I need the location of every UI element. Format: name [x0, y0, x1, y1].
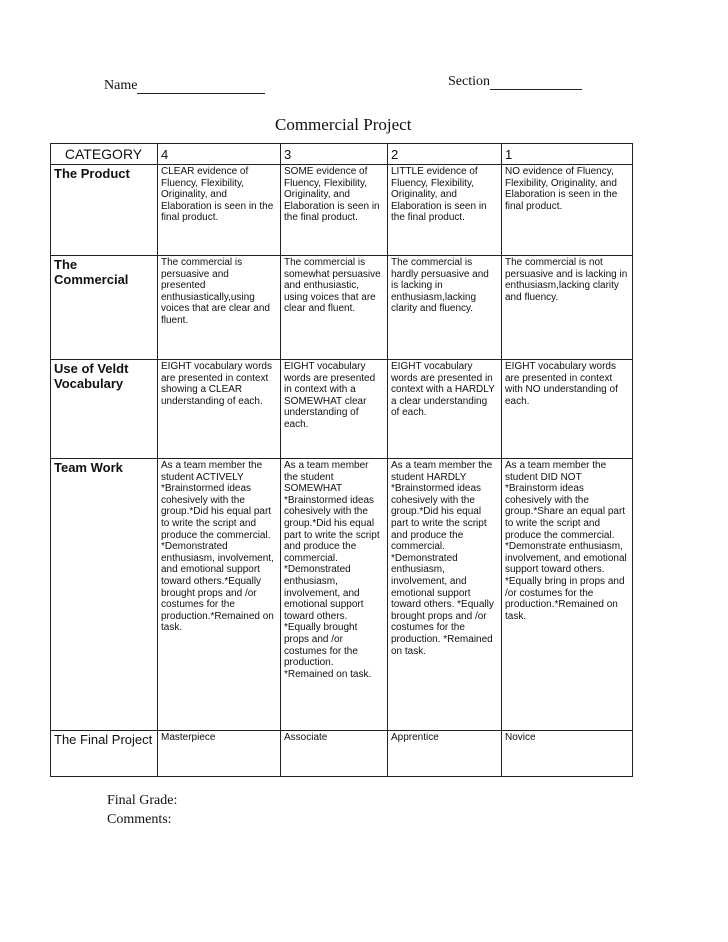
category-the-final-project: The Final Project: [51, 731, 158, 777]
table-cell: EIGHT vocabulary words are presented in context with NO understanding of each.: [502, 360, 633, 459]
table-cell: EIGHT vocabulary words are presented in context with a HARDLY a clear understanding of each.: [388, 360, 502, 459]
section-field[interactable]: [448, 74, 582, 90]
column-header-3: 3: [281, 144, 388, 165]
section-label: Section: [448, 74, 490, 89]
table-row: [51, 165, 633, 256]
table-row: [51, 256, 633, 360]
table-cell: LITTLE evidence of Fluency, Flexibility, Originality, and Elaboration is seen in the final product.: [388, 165, 502, 256]
table-cell: The commercial is persuasive and presented enthusiastically,using voices that are clear and fluent.: [158, 256, 281, 360]
table-row: [51, 459, 633, 731]
table-cell: As a team member the student HARDLY *Brainstormed ideas cohesively with the group.*Did his equal part to write the script and produce the commercial. *Demonstrated enthusiasm, involvement, and emotional support toward others. *Equally brought props and /or costumes for the production. *Remained on task.: [388, 459, 502, 731]
table-cell: NO evidence of Fluency, Flexibility, Originality, and Elaboration is seen in the final product.: [502, 165, 633, 256]
column-header-category: CATEGORY: [51, 144, 158, 165]
table-cell: CLEAR evidence of Fluency, Flexibility, Originality, and Elaboration is seen in the final product.: [158, 165, 281, 256]
table-cell: As a team member the student SOMEWHAT *Brainstormed ideas cohesively with the group.*Did his equal part to write the script and produce the commercial. *Demonstrated enthusiasm, involvement, and emotional support toward others. *Equally brought props and /or costumes for the production. *Remained on task.: [281, 459, 388, 731]
rubric-table: [50, 143, 633, 777]
final-grade-label: Final Grade:: [107, 793, 178, 808]
table-cell: EIGHT vocabulary words are presented in context showing a CLEAR understanding of each.: [158, 360, 281, 459]
page-title: Commercial Project: [275, 115, 412, 134]
table-cell: As a team member the student ACTIVELY *Brainstormed ideas cohesively with the group.*Did his equal part to write the script and produce the commercial. *Demonstrated enthusiasm, involvement, and emotional support toward others.*Equally brought props and /or costumes for the production.*Remained on task.: [158, 459, 281, 731]
column-header-4: 4: [158, 144, 281, 165]
column-header-2: 2: [388, 144, 502, 165]
table-cell: The commercial is not persuasive and is lacking in enthusiasm,lacking clarity and fluency.: [502, 256, 633, 360]
table-header-row: [51, 144, 633, 165]
category-the-commercial: The Commercial: [51, 256, 158, 360]
level-apprentice: Apprentice: [388, 731, 502, 777]
category-use-of-veldt-vocabulary: Use of Veldt Vocabulary: [51, 360, 158, 459]
table-cell: As a team member the student DID NOT *Brainstorm ideas cohesively with the group.*Share an equal part to write the script and produce the commercial. *Demonstrate enthusiasm, involvement, and emotional support toward others. *Equally bring in props and /or costumes for the production.*Remained on task.: [502, 459, 633, 731]
table-cell: The commercial is somewhat persuasive and enthusiastic, using voices that are clear and fluent.: [281, 256, 388, 360]
column-header-1: 1: [502, 144, 633, 165]
comments-label: Comments:: [107, 812, 172, 827]
level-masterpiece: Masterpiece: [158, 731, 281, 777]
category-the-product: The Product: [51, 165, 158, 256]
level-novice: Novice: [502, 731, 633, 777]
table-cell: The commercial is hardly persuasive and is lacking in enthusiasm,lacking clarity and fluency.: [388, 256, 502, 360]
table-row: [51, 731, 633, 777]
table-cell: EIGHT vocabulary words are presented in context with a SOMEWHAT clear understanding of each.: [281, 360, 388, 459]
section-blank-line[interactable]: [490, 77, 582, 90]
level-associate: Associate: [281, 731, 388, 777]
category-team-work: Team Work: [51, 459, 158, 731]
table-cell: SOME evidence of Fluency, Flexibility, Originality, and Elaboration is seen in the final product.: [281, 165, 388, 256]
name-label: Name: [104, 78, 138, 93]
name-field[interactable]: [104, 78, 265, 94]
name-blank-line[interactable]: [137, 81, 265, 94]
table-row: [51, 360, 633, 459]
